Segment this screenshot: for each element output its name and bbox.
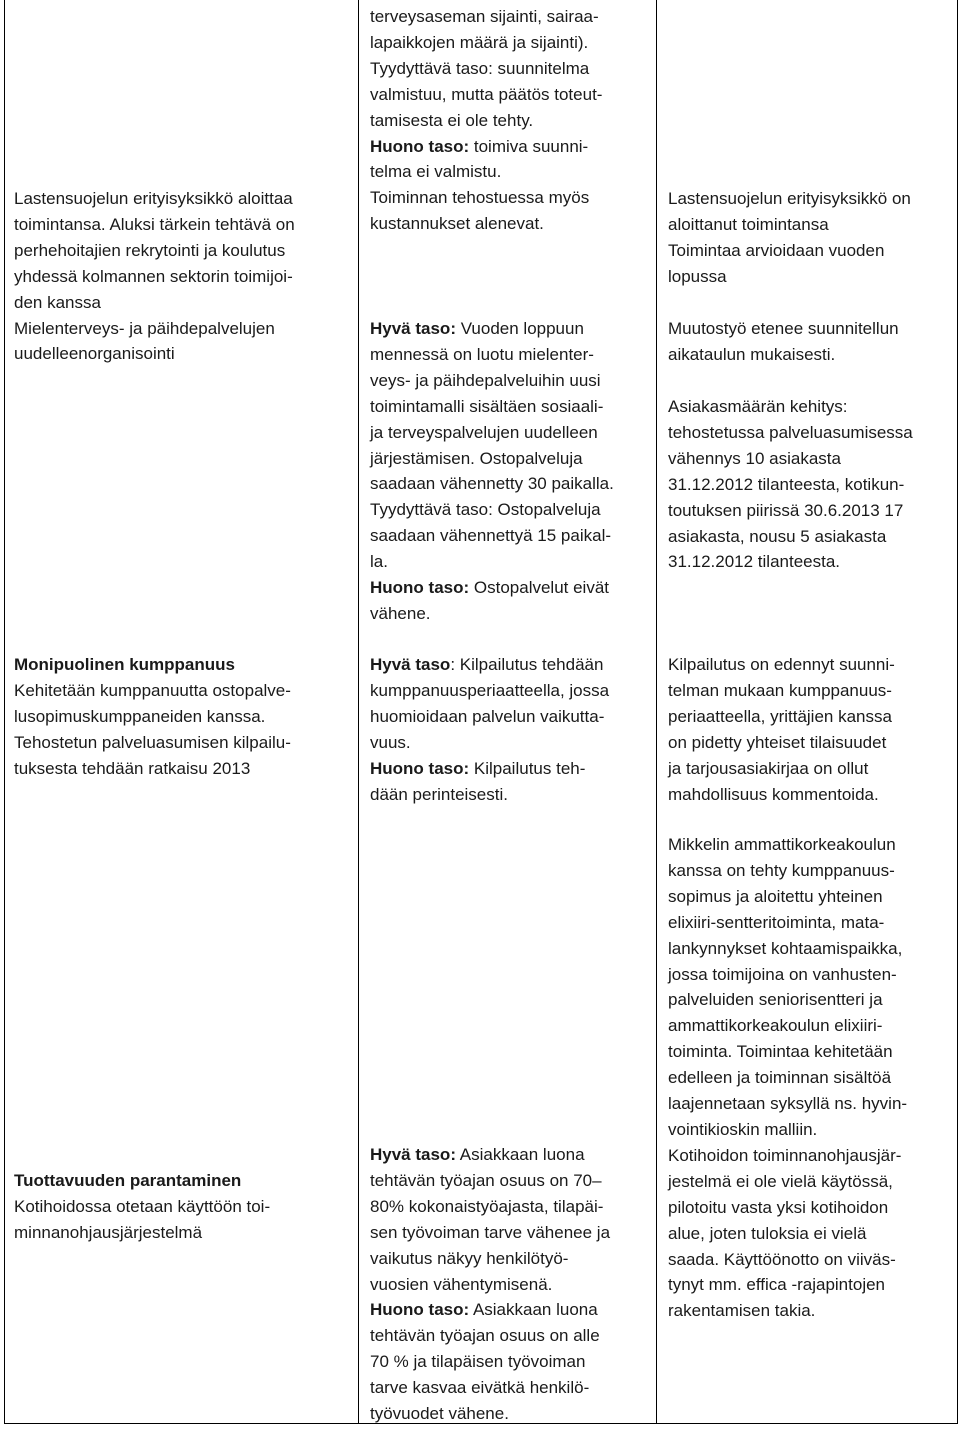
col3-block2: Muutostyö etenee suunnitellun aikataulun mukaisesti.	[668, 319, 899, 364]
col2-block1-poor-text: toimiva suunni- telma ei valmistu. Toiminnan tehostuessa myös kustannukset alenevat.	[370, 136, 590, 234]
col1-block2-body: Kehitetään kumppanuutta ostopalve- lusopimuskumppaneiden kanssa. Tehostetun palveluasumisen kilpailu- tuksesta tehdään ratkaisu 2013	[14, 680, 291, 778]
col1-block3	[14, 1142, 270, 1246]
col2-block2	[370, 316, 614, 627]
col3-block4: Kilpailutus on edennyt suunni- telman mukaan kumppanuus- periaatteella, yrittäjien kanssa on pidetty yhteiset tilaisuudet ja tarjousasiakirjaa on ollut mahdollisuus kommentoida.	[668, 655, 895, 804]
col1-block3-body: Kotihoidossa otetaan käyttöön toi- minnanohjausjärjestelmä	[14, 1196, 271, 1242]
col2-block3	[370, 652, 609, 807]
col2-block2-good-label: Hyvä taso:	[370, 319, 456, 338]
col2-block1-text: terveysaseman sijainti, sairaa- lapaikkojen määrä ja sijainti). Tyydyttävä taso: suunnitelma valmistuu, mutta päätös toteut- tamisesta ei ole tehty.	[370, 7, 603, 130]
col2-block1-poor-label: Huono taso:	[370, 136, 470, 156]
col2-block4-poor-label: Huono taso:	[370, 1300, 470, 1320]
col3-block5: Mikkelin ammattikorkeakoulun kanssa on tehty kumppanuus- sopimus ja aloitettu yhteinen elixiiri-sentteritoiminta, mata- lankynnykset kohtaamispaikka, jossa toimijoina on vanhusten- palveluiden seniorisentteri ja ammattikorkeakoulun elixiiri- toiminta. Toimintaa kehitetään edelleen ja toiminnan sisältöä laajennetaan syksyllä ns. hyvin- vointikioskin malliin. Kotihoidon toiminnanohjausjär- jestelmä ei ole vielä käytössä, pilotoitu vasta yksi kotihoidon alue, joten tuloksia ei vielä saada. Käyttöönotto on viiväs- tynyt mm. effica -rajapintojen rakentamisen takia.	[668, 835, 908, 1321]
col3-block3: Asiakasmäärän kehitys: tehostetussa palveluasumisessa vähennys 10 asiakasta 31.12.2012 tilanteesta, kotikun- toutuksen piirissä 30.6.2013 17 asiakasta, nousu 5 asiakasta 31.12.2012 tilanteesta.	[668, 397, 913, 572]
col2-block2-poor-text: Ostopalvelut eivät vähene.	[370, 578, 610, 623]
col2-block3-good-text: : Kilpailutus tehdään kumppanuusperiaatteella, jossa huomioidaan palvelun vaikutta- vuus.	[370, 655, 610, 752]
col2-block4-good-text: Asiakkaan luona tehtävän työajan osuus on 70– 80% kokonaistyöajasta, tilapäi- sen työvoiman tarve vähenee ja vaikutus näkyy henkilötyö- vuosien vähentymisenä.	[370, 1145, 611, 1294]
col2-block1	[370, 4, 602, 237]
col2-block3-poor-label: Huono taso:	[370, 758, 470, 778]
column-divider-2	[656, 0, 657, 1424]
col3-block1: Lastensuojelun erityisyksikkö on aloittanut toimintansa Toimintaa arvioidaan vuoden lopussa	[668, 189, 911, 286]
col2-block4-poor-text: Asiakkaan luona tehtävän työajan osuus on alle 70 % ja tilapäisen työvoiman tarve kasvaa eivätkä henkilö- työvuodet vähene.	[370, 1300, 600, 1424]
col2-block2-poor-label: Huono taso:	[370, 578, 470, 598]
col2-block3-good-label: Hyvä taso	[370, 655, 451, 674]
col2-block3-poor-text: Kilpailutus teh- dään perinteisesti.	[370, 758, 586, 804]
col1-block2	[14, 626, 291, 781]
col1-block3-heading: Tuottavuuden parantaminen	[14, 1170, 242, 1190]
col1-block2-heading: Monipuolinen kumppanuus	[14, 654, 235, 674]
col1-block1: Lastensuojelun erityisyksikkö aloittaa toimintansa. Aluksi tärkein tehtävä on perhehoitajien rekrytointi ja koulutus yhdessä kolmannen sektorin toimijoi- den kanssa Mielenterveys- ja päihdepalvelujen uudelleenorganisointi	[14, 189, 295, 364]
col2-block2-good-text: Vuoden loppuun mennessä on luotu mielenter- veys- ja päihdepalveluihin uusi toimintamalli sisältäen sosiaali- ja terveyspalvelujen uudelleen järjestämisen. Ostopalveluja saadaan vähennetty 30 paikalla. Tyydyttävä taso: Ostopalveluja saadaan vähennettyä 15 paikal- la.	[370, 319, 614, 572]
column-divider-1	[358, 0, 359, 1424]
col2-block4-good-label: Hyvä taso:	[370, 1145, 456, 1164]
col2-block4	[370, 1142, 610, 1427]
